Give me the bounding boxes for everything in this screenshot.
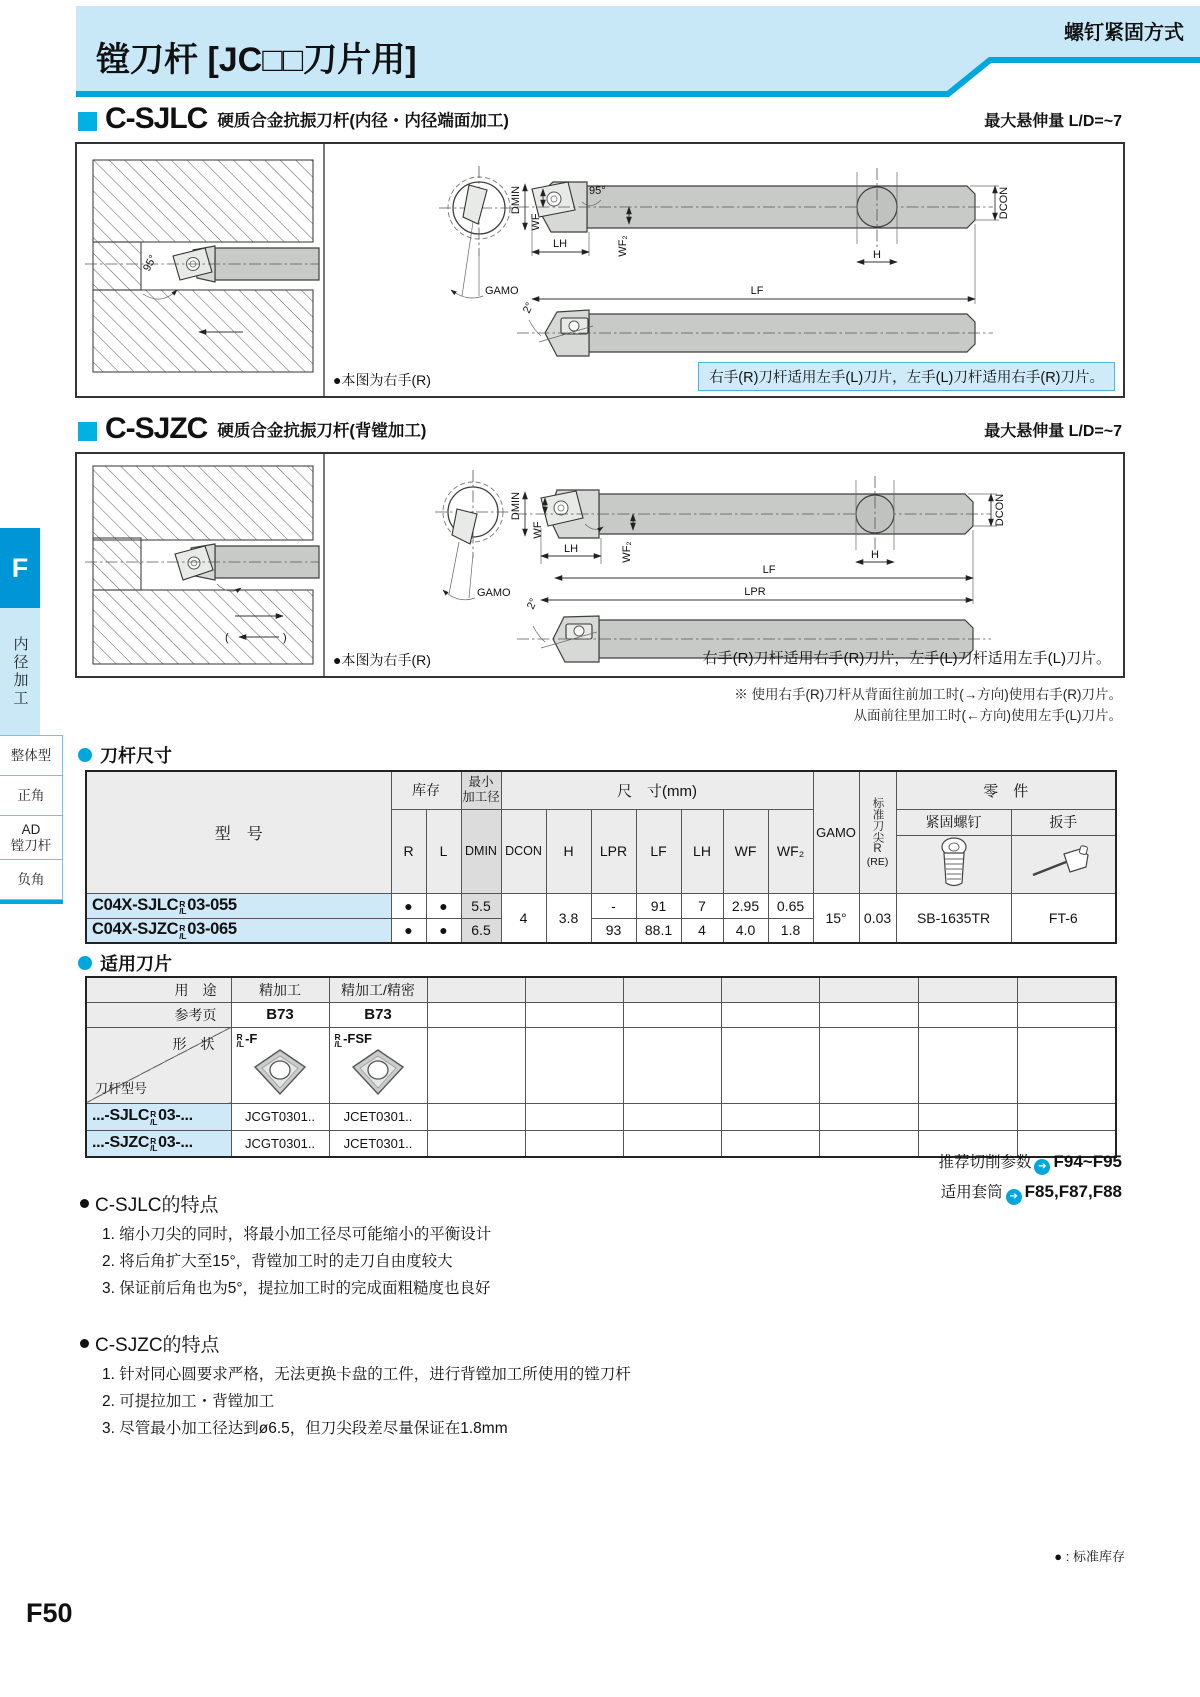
wrench-icon [1030, 844, 1096, 882]
col-header-parts: 零 件 [896, 771, 1116, 809]
diag-label-shape: 形 状 [172, 1035, 215, 1052]
lpr-value: - [591, 893, 636, 918]
rl-hand-mark [179, 925, 186, 940]
bullet-icon [80, 1339, 89, 1348]
insert-code: JCGT0301.. [231, 1130, 329, 1157]
dim-label-wf: WF [530, 213, 542, 231]
dim-table-heading [78, 742, 172, 768]
screw-model: SB-1635TR [896, 893, 1011, 943]
bullet-icon [80, 1199, 89, 1208]
min-dia-line2: 加工径 [462, 790, 500, 805]
section-heading-csjlc [78, 104, 1122, 134]
features-title-label: C-SJZC的特点 [95, 1335, 220, 1356]
features-csjzc [80, 1330, 631, 1442]
col-header-screw: 紧固螺钉 [896, 809, 1011, 835]
sidebar-item-ad-boring-bar[interactable] [0, 815, 63, 860]
max-overhang-label: 最大悬伸量 L/D=~7 [984, 423, 1122, 440]
blue-bullet-icon [78, 748, 92, 762]
col-header-gamo: GAMO [813, 771, 859, 893]
empty-cell [623, 977, 721, 1002]
dim-label-dmin: DMIN [510, 185, 522, 215]
empty-cell [819, 1027, 918, 1103]
shape-holder-diagonal-header [86, 1027, 231, 1103]
link-pages: F94~F95 [1053, 1152, 1122, 1171]
clamp-screw-icon [937, 837, 971, 889]
shape-suffix: -FSF [343, 1030, 372, 1046]
empty-cell [721, 977, 819, 1002]
rl-top: R [236, 1031, 243, 1042]
insert-shape-f [231, 1027, 329, 1103]
col-header-wf2: WF₂ [768, 809, 813, 893]
right-hand-note: ●本图为右手(R) [333, 652, 431, 668]
dim-label-2deg: 2° [520, 300, 537, 316]
rl-hand-mark [150, 1135, 158, 1154]
insert-code: JCGT0301.. [231, 1103, 329, 1130]
model-suffix: 03-... [158, 1107, 193, 1124]
rl-top: R [179, 898, 186, 909]
stock-dot-l: ● [426, 918, 461, 943]
empty-cell [427, 1130, 525, 1157]
stock-dot-l: ● [426, 893, 461, 918]
holder-model-cell [86, 1130, 231, 1157]
sidebar-item-label: 镗刀杆 [10, 837, 52, 853]
empty-cell [819, 1130, 918, 1157]
holder-model-cell [86, 1103, 231, 1130]
ref-page-link[interactable]: B73 [329, 1002, 427, 1027]
technical-drawing-csjzc [75, 452, 1125, 678]
col-header-wf: WF [723, 809, 768, 893]
insert-table-heading [78, 950, 172, 976]
empty-cell [721, 1130, 819, 1157]
csjlc-drawing [77, 144, 1123, 396]
model-prefix: ...-SJZC [92, 1133, 150, 1151]
col-header-dims: 尺 寸(mm) [501, 771, 813, 809]
tip-radius-value: 0.03 [859, 893, 896, 943]
empty-cell [819, 1103, 918, 1130]
feature-item: 2. 可提拉加工・背镗加工 [102, 1393, 275, 1410]
empty-cell [427, 1027, 525, 1103]
link-sleeves[interactable] [938, 1180, 1122, 1205]
rl-bot: /L [236, 1039, 245, 1049]
empty-cell [819, 977, 918, 1002]
rl-hand-mark [179, 898, 187, 916]
sidebar-category-label: 内径加工 [11, 636, 29, 708]
empty-cell [1017, 1002, 1116, 1027]
use-finishing-precision: 精加工/精密 [329, 977, 427, 1002]
dim-table-heading-label: 刀杆尺寸 [100, 746, 172, 766]
stock-dot-r: ● [391, 893, 426, 918]
dim-label-lf: LF [750, 285, 764, 297]
rl-hand-mark [150, 1111, 157, 1126]
lh-value: 7 [681, 893, 723, 918]
ref-page-link[interactable]: B73 [231, 1002, 329, 1027]
rl-hand-mark [236, 1031, 245, 1049]
hand-compatibility-tip: 右手(R)刀杆适用左手(L)刀片，左手(L)刀杆适用右手(R)刀片。 [698, 362, 1115, 391]
dim-label-wf2: WF₂ [617, 235, 629, 257]
rl-bot: /L [179, 930, 187, 941]
col-header-lpr: LPR [591, 809, 636, 893]
model-prefix: ...-SJLC [92, 1107, 150, 1124]
hand-compatibility-tip: 右手(R)刀杆适用右手(R)刀片，左手(L)刀杆适用左手(L)刀片。 [702, 650, 1111, 667]
feature-item: 2. 将后角扩大至15°，背镗加工时的走刀自由度较大 [102, 1253, 453, 1270]
footnote-line: 从面前往里加工时(←方向)使用左手(L)刀片。 [853, 708, 1122, 723]
dim-label-dmin: DMIN [510, 491, 522, 521]
sidebar-item-label: 负角 [17, 871, 45, 887]
features-csjlc [80, 1190, 491, 1302]
empty-cell [623, 1130, 721, 1157]
sidebar-item-monoblock[interactable] [0, 735, 63, 776]
rl-bot: /L [334, 1039, 343, 1049]
sidebar-item-label: 整体型 [10, 747, 52, 763]
insert-table-heading-label: 适用刀片 [100, 954, 172, 974]
empty-cell [1017, 1103, 1116, 1130]
dim-label-h: H [871, 549, 879, 561]
col-header-dcon: DCON [501, 809, 546, 893]
empty-cell [525, 1130, 623, 1157]
link-cutting-parameters[interactable] [938, 1150, 1122, 1175]
model-suffix: 03-055 [187, 895, 237, 914]
empty-cell [427, 1103, 525, 1130]
feature-item: 1. 针对同心圆要求严格，无法更换卡盘的工件，进行背镗加工所使用的镗刀杆 [102, 1366, 631, 1383]
rl-bot: /L [179, 906, 187, 916]
dim-label-dcon: DCON [994, 493, 1006, 527]
wf-value: 2.95 [723, 893, 768, 918]
series-code: C-SJZC [105, 412, 208, 445]
sidebar-section-tab-f[interactable] [0, 528, 40, 608]
lf-value: 91 [636, 893, 681, 918]
model-prefix: C04X-SJZC [92, 920, 179, 939]
lpr-value: 93 [591, 918, 636, 943]
page-title: 镗刀杆 [JC□□刀片用] [96, 41, 417, 79]
empty-cell [819, 1002, 918, 1027]
side-view [510, 168, 1010, 304]
features-title [80, 1190, 491, 1217]
link-label: 适用套筒 [940, 1184, 1003, 1201]
sidebar-item-label: 正角 [17, 787, 45, 803]
feature-item: 1. 缩小刀尖的同时，将最小加工径尽可能缩小的平衡设计 [102, 1226, 492, 1243]
empty-cell [918, 977, 1017, 1002]
model-suffix: 03-065 [187, 920, 237, 939]
row-header-use: 用 途 [86, 977, 231, 1002]
dmin-value: 5.5 [461, 893, 501, 918]
rl-bot: /L [150, 1116, 158, 1127]
model-suffix: 03-... [158, 1133, 193, 1151]
link-pages: F85,F87,F88 [1024, 1182, 1122, 1201]
section-square-icon [78, 112, 97, 131]
dim-label-95: 95° [141, 253, 160, 274]
empty-cell [721, 1103, 819, 1130]
features-title-label: C-SJLC的特点 [95, 1195, 219, 1216]
empty-cell [525, 1103, 623, 1130]
gamo-value: 15° [813, 893, 859, 943]
paren-close: ) [283, 632, 287, 644]
max-overhang-label: 最大悬伸量 L/D=~7 [984, 113, 1122, 130]
shape-suffix: -F [245, 1030, 258, 1046]
empty-cell [1017, 977, 1116, 1002]
rl-bot: /L [150, 1143, 158, 1154]
min-dia-line1: 最小 [468, 775, 494, 790]
col-header-model: 型 号 [86, 771, 391, 893]
empty-cell [918, 1103, 1017, 1130]
rl-top: R [179, 923, 186, 934]
empty-cell [525, 1027, 623, 1103]
dim-label-wf2: WF₂ [621, 541, 633, 563]
empty-cell [1017, 1027, 1116, 1103]
sidebar-accent-bar [0, 900, 63, 904]
empty-cell [721, 1027, 819, 1103]
tip-radius-sub: (RE) [866, 855, 889, 868]
h-value: 3.8 [546, 893, 591, 943]
front-view [439, 166, 519, 298]
dim-label-lh: LH [552, 238, 568, 250]
empty-cell [525, 977, 623, 1002]
footnote-line: ※ 使用右手(R)刀杆从背面往前加工时(→方向)使用右手(R)刀片。 [734, 687, 1122, 702]
wrench-image-cell [1011, 835, 1116, 893]
model-prefix: C04X-SJLC [92, 895, 179, 914]
dim-label-wf: WF [532, 521, 544, 539]
series-code: C-SJLC [105, 102, 208, 135]
dmin-value: 6.5 [461, 918, 501, 943]
sidebar-item-positive-angle[interactable] [0, 775, 63, 816]
insert-icon [252, 1048, 308, 1096]
col-header-lf: LF [636, 809, 681, 893]
dim-label-gamo: GAMO [477, 587, 511, 599]
paren-open: ( [225, 632, 229, 644]
empty-cell [918, 1027, 1017, 1103]
use-finishing: 精加工 [231, 977, 329, 1002]
empty-cell [427, 977, 525, 1002]
right-hand-note: ●本图为右手(R) [333, 372, 431, 388]
dcon-value: 4 [501, 893, 546, 943]
sidebar-category-tab[interactable] [0, 608, 40, 736]
empty-cell [623, 1002, 721, 1027]
col-header-tip-radius [859, 771, 896, 893]
stock-legend: ● : 标准库存 [1054, 1549, 1125, 1564]
dim-label-h: H [873, 249, 881, 261]
technical-drawing-csjlc [75, 142, 1125, 398]
features-list [102, 1221, 491, 1302]
diag-label-holder: 刀杆型号 [95, 1080, 148, 1096]
workpiece-section-view [85, 160, 319, 372]
empty-cell [721, 1002, 819, 1027]
wf2-value: 1.8 [768, 918, 813, 943]
tip-radius-vertical: 标准刀尖R [871, 796, 884, 855]
wrench-model: FT-6 [1011, 893, 1116, 943]
section-heading-csjzc [78, 414, 1122, 444]
sidebar-item-label: AD [21, 821, 41, 837]
top-view [517, 301, 993, 356]
dim-label-lf: LF [762, 564, 776, 576]
dimension-table [85, 770, 1117, 944]
dim-label-dcon: DCON [998, 186, 1010, 220]
wf-value: 4.0 [723, 918, 768, 943]
rl-hand-mark [334, 1031, 343, 1049]
dim-label-lh: LH [563, 543, 579, 555]
wf2-value: 0.65 [768, 893, 813, 918]
model-number-cell[interactable] [86, 918, 391, 943]
csjzc-drawing [77, 454, 1123, 676]
insert-code: JCET0301.. [329, 1130, 427, 1157]
col-header-dmin: DMIN [461, 809, 501, 893]
series-description: 硬质合金抗振刀杆(内径・内径端面加工) [217, 112, 509, 130]
col-header-l: L [426, 809, 461, 893]
model-number-cell[interactable] [86, 893, 391, 918]
lh-value: 4 [681, 918, 723, 943]
page-number: F50 [26, 1598, 73, 1628]
usage-footnotes [734, 684, 1122, 726]
col-header-min-dia [461, 771, 501, 809]
front-view [435, 470, 511, 600]
empty-cell [427, 1002, 525, 1027]
feature-item: 3. 保证前后角也为5°，提拉加工时的完成面粗糙度也良好 [102, 1280, 491, 1297]
rl-top: R [150, 1135, 157, 1146]
stock-dot-r: ● [391, 918, 426, 943]
empty-cell [918, 1002, 1017, 1027]
empty-cell [623, 1027, 721, 1103]
col-header-stock: 库存 [391, 771, 461, 809]
sidebar-menu [0, 736, 63, 904]
empty-cell [525, 1002, 623, 1027]
screw-image-cell [896, 835, 1011, 893]
col-header-h: H [546, 809, 591, 893]
dim-label-gamo: GAMO [485, 285, 519, 297]
arrow-circle-icon: ➔ [1006, 1189, 1022, 1205]
feature-item: 3. 尽管最小加工径达到ø6.5，但刀尖段差尽量保证在1.8mm [102, 1420, 508, 1437]
features-title [80, 1330, 631, 1357]
workpiece-section-view [85, 466, 319, 664]
reference-links [938, 1150, 1122, 1210]
series-description: 硬质合金抗振刀杆(背镗加工) [217, 422, 427, 440]
link-label: 推荐切削参数 [938, 1154, 1032, 1171]
dim-label-2deg: 2° [524, 596, 541, 612]
features-list [102, 1361, 631, 1442]
lf-value: 88.1 [636, 918, 681, 943]
sidebar-item-negative-angle[interactable] [0, 859, 63, 900]
fastening-method-label: 螺钉紧固方式 [1064, 22, 1184, 44]
rl-top: R [150, 1109, 157, 1119]
section-square-icon [78, 422, 97, 441]
insert-table [85, 976, 1117, 1158]
dim-label-lpr: LPR [744, 586, 766, 598]
insert-shape-fsf [329, 1027, 427, 1103]
insert-code: JCET0301.. [329, 1103, 427, 1130]
arrow-circle-icon: ➔ [1034, 1159, 1050, 1175]
rl-top: R [334, 1031, 341, 1042]
col-header-r: R [391, 809, 426, 893]
col-header-lh: LH [681, 809, 723, 893]
side-view [510, 476, 1006, 604]
sidebar-tab-letter: F [11, 552, 29, 583]
empty-cell [623, 1103, 721, 1130]
col-header-wrench: 扳手 [1011, 809, 1116, 835]
blue-bullet-icon [78, 956, 92, 970]
row-header-ref-page: 参考页 [86, 1002, 231, 1027]
insert-icon [350, 1048, 406, 1096]
dim-label-95: 95° [589, 185, 606, 197]
